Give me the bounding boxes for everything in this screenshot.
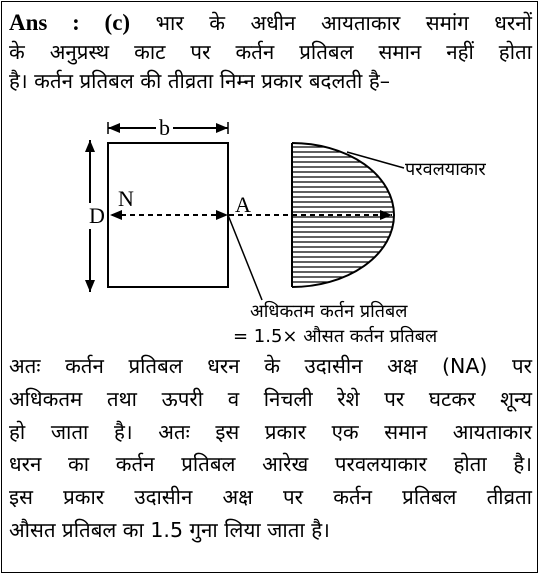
depth-arrow-bottom [85,280,95,292]
explanation-paragraph [9,350,532,547]
label-formula: = 1.5× औसत कर्तन प्रतिबल [233,326,438,347]
label-A: A [235,192,251,217]
explanation-line-4: धरन का कर्तन प्रतिबल आरेख परवलयाकार होता है। [9,452,532,477]
depth-arrow-top [85,140,95,152]
explanation-line-5: इस प्रकार उदासीन अक्ष पर कर्तन प्रतिबल तीव्रता [9,485,532,510]
label-b: b [156,115,173,141]
intro-line-2: के अनुप्रस्थ काट पर कर्तन प्रतिबल समान नहीं होता [9,40,532,64]
width-arrow-right [216,123,228,133]
label-parabolic: परवलयाकार [405,159,486,180]
label-D: D [89,203,105,228]
width-arrow-left [108,123,120,133]
max-shear-leader-line [228,215,262,300]
explanation-line-6: औसत प्रतिबल का 1.5 गुना लिया जाता है। [9,517,330,542]
neutral-axis-arrow-right [216,210,228,220]
intro-line-3: है। कर्तन प्रतिबल की तीव्रता निम्न प्रकार बदलती है– [9,69,390,93]
label-N: N [118,186,134,211]
parabolic-stress-curve [292,143,394,287]
parabolic-leader-line [347,152,404,168]
answer-label: Ans : (c) [9,10,131,35]
explanation-line-3: हो जाता है। अतः इस प्रकार एक समान आयताकार [9,419,532,444]
intro-line-1-text: भार के अधीन आयताकार समांग धरनों [155,11,532,35]
explanation-line-2: अधिकतम तथा ऊपरी व निचली रेशे पर घटकर शून्य [9,386,532,411]
explanation-line-1: अतः कर्तन प्रतिबल धरन के उदासीन अक्ष (NA) पर [9,354,532,378]
label-max-shear: अधिकतम कर्तन प्रतिबल [250,301,408,322]
